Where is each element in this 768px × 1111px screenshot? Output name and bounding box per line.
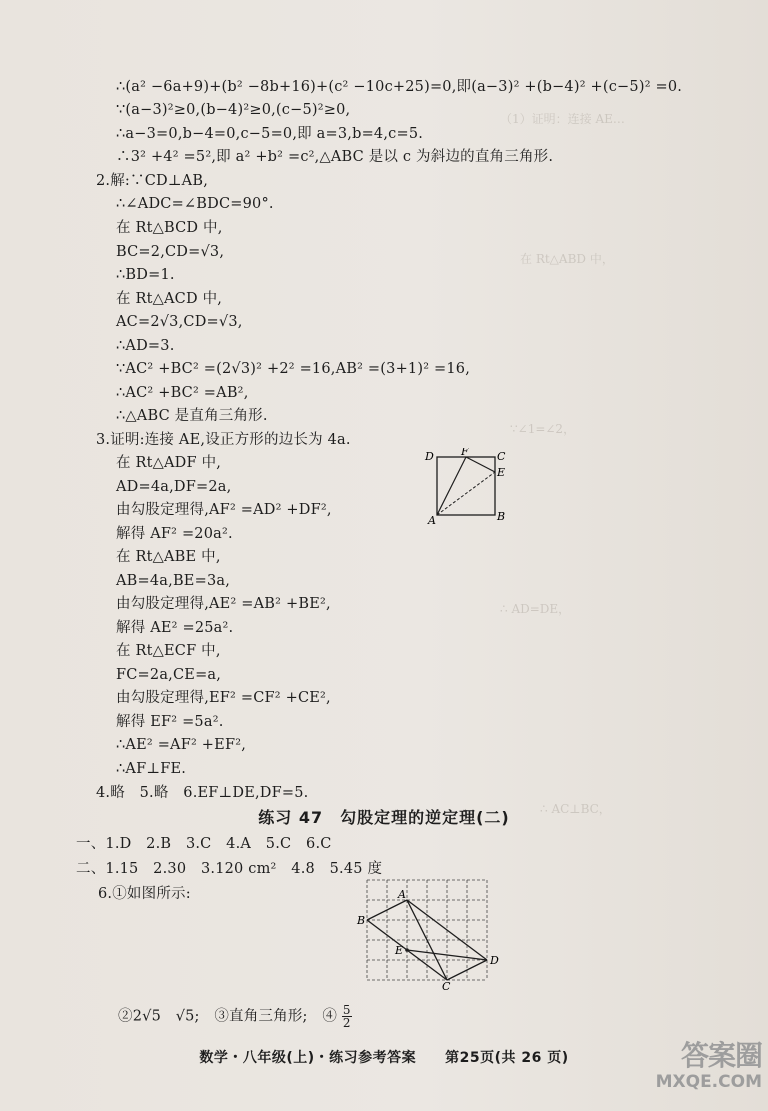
- bleed-through-ghost: ∴ AC⊥BC，: [540, 802, 611, 816]
- solution-line: 4.略 5.略 6.EF⊥DE,DF=5.: [96, 785, 309, 801]
- solution-line: 在 Rt△BCD 中,: [116, 220, 223, 236]
- grid-label-A: A: [398, 888, 406, 901]
- fraction-denominator: 2: [342, 1016, 351, 1030]
- solution-line: 由勾股定理得,AF² =AD² +DF²,: [116, 502, 332, 518]
- bleed-through-ghost: ∵∠1=∠2，: [510, 422, 576, 436]
- solution-line: 解得 AE² =25a².: [116, 620, 234, 636]
- bleed-through-ghost: （1）证明：连接 AE…: [500, 112, 625, 126]
- watermark-logo: [650, 1040, 762, 1100]
- solution-line: AD=4a,DF=2a,: [116, 479, 232, 495]
- grid-figure: [356, 878, 506, 990]
- fraction: [342, 1004, 352, 1029]
- solution-line: 3.证明:连接 AE,设正方形的边长为 4a.: [96, 432, 351, 448]
- answers-fill: 二、1.15 2.30 3.120 cm² 4.8 5.45 度: [76, 861, 383, 877]
- label-C: C: [497, 450, 506, 463]
- question-6-answer-text: ②2√5 √5; ③直角三角形; ④: [118, 1008, 338, 1025]
- answers-choice: 一、1.D 2.B 3.C 4.A 5.C 6.C: [76, 836, 332, 852]
- label-E: E: [497, 466, 506, 479]
- solution-line: ∴AD=3.: [116, 338, 175, 354]
- solution-line: ∴a−3=0,b−4=0,c−5=0,即 a=3,b=4,c=5.: [116, 126, 424, 142]
- bleed-through-ghost: 在 Rt△ABD 中，: [520, 252, 614, 266]
- solution-line: ∴BD=1.: [116, 267, 175, 283]
- solution-line: ∴∠ADC=∠BDC=90°.: [116, 196, 274, 212]
- question-6-answer: [118, 1004, 352, 1029]
- bleed-through-ghost: ∴ AD=DE，: [500, 602, 571, 616]
- solution-line: 由勾股定理得,AE² =AB² +BE²,: [116, 596, 331, 612]
- watermark-cn: 答案圈: [680, 1039, 762, 1072]
- solution-line: ∴AE² =AF² +EF²,: [116, 737, 247, 753]
- solution-line: 解得 EF² =5a².: [116, 714, 224, 730]
- square-figure: [424, 448, 514, 526]
- fraction-numerator: 5: [342, 1003, 351, 1017]
- grid-label-D: D: [490, 954, 499, 967]
- label-B: B: [497, 510, 506, 523]
- solution-line: 在 Rt△ADF 中,: [116, 455, 222, 471]
- grid-label-B: B: [357, 914, 366, 927]
- solution-line: ∴3² +4² =5²,即 a² +b² =c²,△ABC 是以 c 为斜边的直角三角形.: [116, 149, 554, 165]
- solution-line: 在 Rt△ACD 中,: [116, 291, 223, 307]
- grid-label-E: E: [395, 944, 404, 957]
- label-D: D: [425, 450, 434, 463]
- page-footer: 数学・八年级(上)・练习参考答案 第25页(共 26 页): [199, 1050, 569, 1066]
- label-F: F: [461, 448, 469, 458]
- solution-line: ∵(a−3)²≥0,(b−4)²≥0,(c−5)²≥0,: [116, 102, 351, 118]
- solution-line: 2.解:∵CD⊥AB,: [96, 173, 209, 189]
- solution-line: ∴AF⊥FE.: [116, 761, 187, 777]
- solution-line: 解得 AF² =20a².: [116, 526, 233, 542]
- grid-label-C: C: [442, 980, 451, 990]
- solution-line: BC=2,CD=√3,: [116, 244, 225, 260]
- solution-line: 在 Rt△ABE 中,: [116, 549, 221, 565]
- solution-line: 在 Rt△ECF 中,: [116, 643, 221, 659]
- label-A: A: [428, 514, 436, 526]
- solution-line: AC=2√3,CD=√3,: [116, 314, 243, 330]
- solution-line: FC=2a,CE=a,: [116, 667, 222, 683]
- section-title: 练习 47 勾股定理的逆定理(二): [258, 808, 510, 827]
- solution-line: ∴△ABC 是直角三角形.: [116, 408, 268, 424]
- question-6-intro: 6.①如图所示:: [98, 886, 191, 902]
- solution-line: ∴(a² −6a+9)+(b² −8b+16)+(c² −10c+25)=0,即(a−3)² +(b−4)² +(c−5)² =0.: [116, 79, 683, 95]
- watermark-en: MXQE.COM: [655, 1072, 762, 1092]
- solution-line: ∴AC² +BC² =AB²,: [116, 385, 249, 401]
- solution-line: 由勾股定理得,EF² =CF² +CE²,: [116, 690, 331, 706]
- solution-line: AB=4a,BE=3a,: [116, 573, 231, 589]
- solution-line: ∵AC² +BC² =(2√3)² +2² =16,AB² =(3+1)² =16,: [116, 361, 471, 377]
